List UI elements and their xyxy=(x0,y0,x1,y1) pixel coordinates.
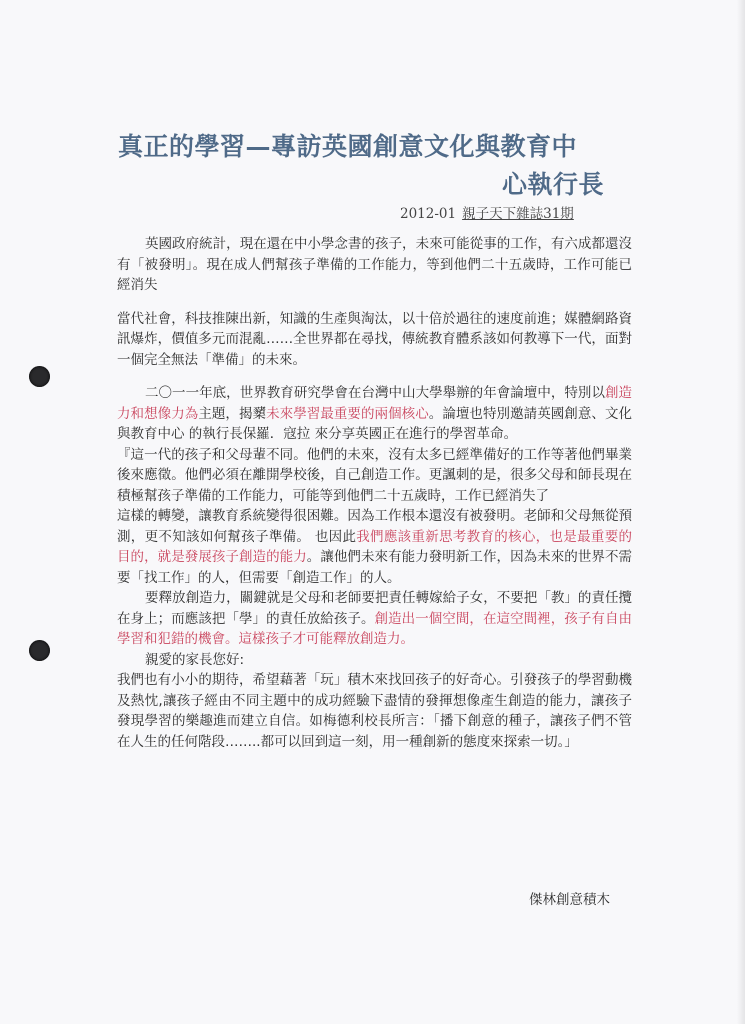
paragraph-6-highlight: 創造出一個空間，在這空間裡，孩子有自由學習和犯錯的機會。這樣孩子才可能釋放創造力 xyxy=(117,610,633,647)
paragraph-2: 當代社會，科技推陳出新，知識的生產與淘汰，以十倍於過往的速度前進；媒體網路資訊爆炸，價值多元而混亂……全世界都在尋找，傳統教育體系該如何教導下一代，面對一個完全無法「準備」的未來。 xyxy=(117,310,632,368)
paragraph-8: 我們也有小小的期待，希望藉著「玩」積木來找回孩子的好奇心。引發孩子的學習動機及熱忱,讓孩子經由不同主題中的成功經驗下盡情的發揮想像產生創造的能力，讓孩子發現學習的樂趣進而建立自信。如梅德利校長所言：「播下創意的種子，讓孩子們不管在人生的任何階段……..都可以回到這一刻，用一種創新的態度來探索一切。」 xyxy=(117,672,632,750)
paragraph-3-highlight-2: 未來學習最重要的兩個核心 xyxy=(266,405,429,422)
paragraph-3-text-a: 二〇一一年底，世界教育研究學會在台灣中山大學舉辦的年會論壇中，特別以 xyxy=(145,385,605,401)
paragraph-6 xyxy=(117,588,632,650)
paragraph-3 xyxy=(117,383,632,445)
paragraph-4-quote: 『這一代的孩子和父母輩不同。他們的未來，沒有太多已經準備好的工作等著他們畢業後來應徵。他們必須在離開學校後，自己創造工作。更諷刺的是，很多父母和師長現在積極幫孩子準備的工作能力，可能等到他們二十五歲時，工作已經消失了 xyxy=(117,446,632,504)
binder-hole-top xyxy=(29,366,50,387)
publish-date: 2012-01 xyxy=(400,206,457,222)
greeting: 親愛的家長您好: xyxy=(145,651,245,668)
title-line-1: 真正的學習—專訪英國創意文化與教育中 xyxy=(118,132,578,161)
article-title xyxy=(118,128,618,204)
paragraph-6-text-a: 要釋放創造力，關鍵就是父母和老師要把責任轉嫁給子女，不要把「教」的責任攬在身上；而應該把「學」的責任放給孩子。 xyxy=(117,590,632,627)
paragraph-5-text-a: 這樣的轉變，讓教育系統變得很困難。因為工作根本還沒有被發明。老師和父母無從預測，更不知該如何幫孩子準備。 也因此 xyxy=(117,508,632,545)
paragraph-3-text-e: 。論壇也特別邀請英國創意、文化與教育中心 的執行長保羅．寇拉 來分享英國正在進行的學習革命。 xyxy=(117,405,633,442)
title-line-2: 心執行長 xyxy=(501,170,604,199)
paragraph-5-text-c: 。讓他們未來有能力發明新工作，因為未來的世界不需要「找工作」的人，但需要「創造工作」的人。 xyxy=(117,549,633,586)
magazine-name: 親子天下雜誌31期 xyxy=(462,206,574,222)
paragraph-3-highlight-1: 創造力和想像力為 xyxy=(117,385,633,422)
article-body xyxy=(117,234,632,752)
source-line xyxy=(400,202,610,222)
paragraph-5 xyxy=(117,506,632,588)
paragraph-6-text-c: 。 xyxy=(400,631,414,647)
paragraph-5-highlight: 我們應該重新思考教育的核心，也是最重要的目的，就是發展孩子創造的能力 xyxy=(117,528,633,565)
binder-hole-bottom xyxy=(29,640,50,661)
signature: 傑林創意積木 xyxy=(529,892,610,908)
paragraph-1: 英國政府統計，現在還在中小學念書的孩子，未來可能從事的工作，有六成都還沒有「被發明」。現在成人們幫孩子準備的工作能力，等到他們二十五歲時，工作可能已經消失 xyxy=(117,236,632,293)
paragraph-3-text-c: 主題，揭櫫 xyxy=(198,405,267,422)
